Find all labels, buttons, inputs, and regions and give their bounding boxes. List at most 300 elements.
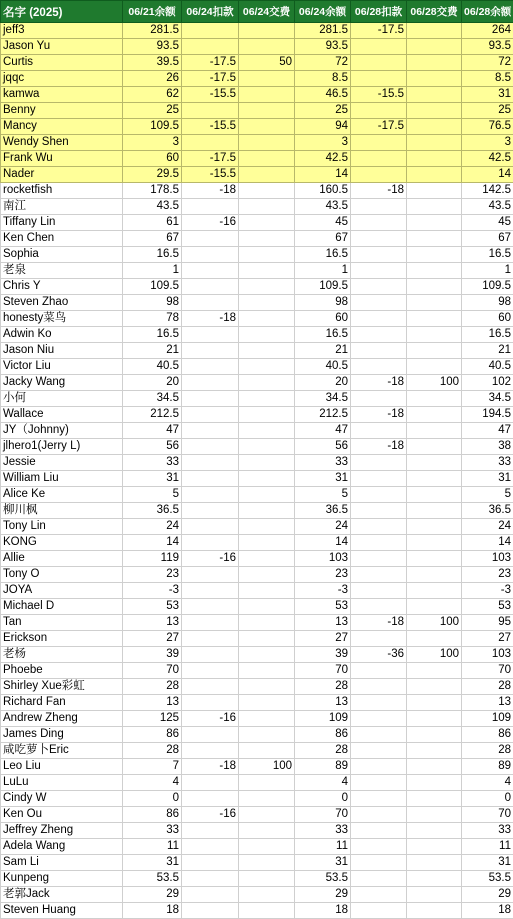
name-cell[interactable]: Phoebe [1,663,123,679]
deduction-0628-cell[interactable]: -15.5 [351,87,407,103]
balance-0624-cell[interactable]: 212.5 [295,407,351,423]
balance-0624-cell[interactable]: -3 [295,583,351,599]
payment-0624-cell[interactable] [239,391,295,407]
payment-0624-cell[interactable] [239,295,295,311]
balance-0621-cell[interactable]: 16.5 [123,327,182,343]
balance-0628-cell[interactable]: 33 [462,823,513,839]
deduction-0624-cell[interactable] [182,439,239,455]
balance-0628-cell[interactable]: 0 [462,791,513,807]
deduction-0624-cell[interactable] [182,263,239,279]
deduction-0628-cell[interactable]: -17.5 [351,23,407,39]
name-cell[interactable]: James Ding [1,727,123,743]
deduction-0624-cell[interactable]: -18 [182,759,239,775]
balance-0628-cell[interactable]: 93.5 [462,39,513,55]
balance-0621-cell[interactable]: 29.5 [123,167,182,183]
balance-0621-cell[interactable]: 27 [123,631,182,647]
deduction-0624-cell[interactable] [182,135,239,151]
balance-0624-cell[interactable]: 25 [295,103,351,119]
name-cell[interactable]: Sophia [1,247,123,263]
balance-0628-cell[interactable]: -3 [462,583,513,599]
name-cell[interactable]: Wendy Shen [1,135,123,151]
payment-0624-cell[interactable] [239,551,295,567]
deduction-0624-cell[interactable]: -17.5 [182,151,239,167]
payment-0628-cell[interactable]: 100 [407,647,462,663]
deduction-0624-cell[interactable] [182,567,239,583]
balance-0621-cell[interactable]: 36.5 [123,503,182,519]
balance-0621-cell[interactable]: 78 [123,311,182,327]
name-cell[interactable]: Allie [1,551,123,567]
balance-0624-cell[interactable]: 4 [295,775,351,791]
deduction-0624-cell[interactable]: -16 [182,711,239,727]
balance-0628-cell[interactable]: 29 [462,887,513,903]
name-cell[interactable]: 咸吃萝卜Eric [1,743,123,759]
payment-0624-cell[interactable] [239,311,295,327]
deduction-0624-cell[interactable] [182,295,239,311]
deduction-0624-cell[interactable]: -16 [182,807,239,823]
balance-0624-cell[interactable]: 46.5 [295,87,351,103]
deduction-0624-cell[interactable] [182,679,239,695]
name-cell[interactable]: Andrew Zheng [1,711,123,727]
name-cell[interactable]: Ken Chen [1,231,123,247]
balance-0628-cell[interactable]: 3 [462,135,513,151]
payment-0624-cell[interactable] [239,39,295,55]
name-cell[interactable]: 柳川枫 [1,503,123,519]
payment-0628-cell[interactable] [407,679,462,695]
balance-0628-cell[interactable]: 95 [462,615,513,631]
name-cell[interactable]: LuLu [1,775,123,791]
name-cell[interactable]: Steven Zhao [1,295,123,311]
balance-0624-cell[interactable]: 47 [295,423,351,439]
name-cell[interactable]: 老郭Jack [1,887,123,903]
balance-0628-cell[interactable]: 43.5 [462,199,513,215]
deduction-0624-cell[interactable] [182,615,239,631]
payment-0628-cell[interactable] [407,567,462,583]
balance-0621-cell[interactable]: 125 [123,711,182,727]
balance-0624-cell[interactable]: 16.5 [295,327,351,343]
payment-0628-cell[interactable] [407,599,462,615]
payment-0624-cell[interactable] [239,199,295,215]
payment-0624-cell[interactable] [239,903,295,919]
balance-0621-cell[interactable]: -3 [123,583,182,599]
balance-0621-cell[interactable]: 1 [123,263,182,279]
balance-0621-cell[interactable]: 109.5 [123,279,182,295]
payment-0628-cell[interactable] [407,551,462,567]
deduction-0624-cell[interactable] [182,247,239,263]
name-cell[interactable]: Shirley Xue彩虹 [1,679,123,695]
name-cell[interactable]: 老泉 [1,263,123,279]
balance-0624-cell[interactable]: 109 [295,711,351,727]
balance-0621-cell[interactable]: 4 [123,775,182,791]
deduction-0628-cell[interactable] [351,823,407,839]
balance-0624-cell[interactable]: 14 [295,535,351,551]
name-cell[interactable]: JY（Johnny) [1,423,123,439]
deduction-0628-cell[interactable] [351,327,407,343]
payment-0628-cell[interactable] [407,455,462,471]
name-cell[interactable]: Tony O [1,567,123,583]
name-cell[interactable]: Cindy W [1,791,123,807]
payment-0624-cell[interactable] [239,407,295,423]
deduction-0624-cell[interactable] [182,343,239,359]
deduction-0624-cell[interactable] [182,471,239,487]
deduction-0628-cell[interactable] [351,247,407,263]
balance-0628-cell[interactable]: 14 [462,167,513,183]
payment-0628-cell[interactable]: 100 [407,615,462,631]
balance-0628-cell[interactable]: 31 [462,855,513,871]
balance-0628-cell[interactable]: 98 [462,295,513,311]
balance-0621-cell[interactable]: 33 [123,455,182,471]
balance-0621-cell[interactable]: 93.5 [123,39,182,55]
payment-0628-cell[interactable] [407,199,462,215]
name-cell[interactable]: Ken Ou [1,807,123,823]
payment-0628-cell[interactable] [407,103,462,119]
payment-0628-cell[interactable] [407,775,462,791]
balance-0621-cell[interactable]: 13 [123,695,182,711]
payment-0624-cell[interactable] [239,23,295,39]
name-cell[interactable]: JOYA [1,583,123,599]
balance-0621-cell[interactable]: 119 [123,551,182,567]
deduction-0624-cell[interactable] [182,647,239,663]
name-cell[interactable]: 南江 [1,199,123,215]
balance-0624-cell[interactable]: 53.5 [295,871,351,887]
balance-0621-cell[interactable]: 34.5 [123,391,182,407]
payment-0624-cell[interactable] [239,263,295,279]
deduction-0624-cell[interactable] [182,407,239,423]
balance-0628-cell[interactable]: 70 [462,807,513,823]
payment-0624-cell[interactable] [239,631,295,647]
balance-0624-cell[interactable]: 1 [295,263,351,279]
payment-0624-cell[interactable] [239,615,295,631]
deduction-0628-cell[interactable] [351,279,407,295]
column-header-0628-payment[interactable]: 06/28交费 [407,1,462,23]
balance-0628-cell[interactable]: 47 [462,423,513,439]
deduction-0624-cell[interactable]: -17.5 [182,71,239,87]
balance-0621-cell[interactable]: 40.5 [123,359,182,375]
payment-0628-cell[interactable] [407,327,462,343]
payment-0628-cell[interactable] [407,135,462,151]
deduction-0624-cell[interactable] [182,775,239,791]
payment-0624-cell[interactable] [239,695,295,711]
deduction-0628-cell[interactable] [351,791,407,807]
balance-0621-cell[interactable]: 86 [123,727,182,743]
deduction-0624-cell[interactable] [182,903,239,919]
balance-0628-cell[interactable]: 1 [462,263,513,279]
balance-0624-cell[interactable]: 13 [295,695,351,711]
payment-0624-cell[interactable] [239,567,295,583]
payment-0628-cell[interactable] [407,855,462,871]
payment-0628-cell[interactable] [407,711,462,727]
deduction-0624-cell[interactable] [182,583,239,599]
deduction-0628-cell[interactable] [351,167,407,183]
deduction-0624-cell[interactable] [182,695,239,711]
deduction-0624-cell[interactable] [182,599,239,615]
deduction-0628-cell[interactable] [351,663,407,679]
balance-0628-cell[interactable]: 4 [462,775,513,791]
balance-0628-cell[interactable]: 33 [462,455,513,471]
name-cell[interactable]: Tan [1,615,123,631]
payment-0624-cell[interactable] [239,807,295,823]
balance-0624-cell[interactable]: 109.5 [295,279,351,295]
payment-0624-cell[interactable] [239,743,295,759]
balance-0621-cell[interactable]: 28 [123,679,182,695]
payment-0628-cell[interactable] [407,87,462,103]
payment-0628-cell[interactable] [407,215,462,231]
name-cell[interactable]: Sam Li [1,855,123,871]
payment-0624-cell[interactable] [239,215,295,231]
balance-0628-cell[interactable]: 24 [462,519,513,535]
payment-0624-cell[interactable] [239,231,295,247]
payment-0624-cell[interactable] [239,871,295,887]
payment-0628-cell[interactable] [407,695,462,711]
name-cell[interactable]: jqqc [1,71,123,87]
balance-0621-cell[interactable]: 47 [123,423,182,439]
name-cell[interactable]: Kunpeng [1,871,123,887]
name-cell[interactable]: Frank Wu [1,151,123,167]
balance-0624-cell[interactable]: 34.5 [295,391,351,407]
name-cell[interactable]: Michael D [1,599,123,615]
name-cell[interactable]: Erickson [1,631,123,647]
deduction-0624-cell[interactable] [182,103,239,119]
name-cell[interactable]: Tony Lin [1,519,123,535]
balance-0628-cell[interactable]: 28 [462,679,513,695]
deduction-0628-cell[interactable] [351,55,407,71]
deduction-0628-cell[interactable] [351,295,407,311]
deduction-0628-cell[interactable] [351,39,407,55]
balance-0624-cell[interactable]: 13 [295,615,351,631]
payment-0624-cell[interactable] [239,855,295,871]
balance-0621-cell[interactable]: 25 [123,103,182,119]
payment-0624-cell[interactable] [239,503,295,519]
payment-0624-cell[interactable] [239,727,295,743]
balance-0624-cell[interactable]: 86 [295,727,351,743]
payment-0624-cell[interactable]: 50 [239,55,295,71]
balance-0624-cell[interactable]: 33 [295,823,351,839]
deduction-0624-cell[interactable]: -15.5 [182,119,239,135]
column-header-0628-deduction[interactable]: 06/28扣款 [351,1,407,23]
name-cell[interactable]: Alice Ke [1,487,123,503]
balance-0621-cell[interactable]: 24 [123,519,182,535]
deduction-0628-cell[interactable]: -18 [351,183,407,199]
deduction-0628-cell[interactable] [351,135,407,151]
deduction-0624-cell[interactable] [182,631,239,647]
deduction-0624-cell[interactable] [182,23,239,39]
deduction-0628-cell[interactable] [351,487,407,503]
balance-0624-cell[interactable]: 281.5 [295,23,351,39]
payment-0628-cell[interactable] [407,151,462,167]
name-cell[interactable]: kamwa [1,87,123,103]
deduction-0628-cell[interactable] [351,679,407,695]
balance-0628-cell[interactable]: 8.5 [462,71,513,87]
deduction-0624-cell[interactable] [182,455,239,471]
payment-0628-cell[interactable] [407,343,462,359]
balance-0628-cell[interactable]: 16.5 [462,327,513,343]
deduction-0628-cell[interactable] [351,71,407,87]
balance-0628-cell[interactable]: 38 [462,439,513,455]
payment-0628-cell[interactable] [407,359,462,375]
payment-0628-cell[interactable] [407,231,462,247]
balance-0628-cell[interactable]: 27 [462,631,513,647]
balance-0621-cell[interactable]: 61 [123,215,182,231]
deduction-0628-cell[interactable] [351,231,407,247]
balance-0624-cell[interactable]: 93.5 [295,39,351,55]
name-cell[interactable]: Jason Niu [1,343,123,359]
balance-0628-cell[interactable]: 67 [462,231,513,247]
name-cell[interactable]: KONG [1,535,123,551]
payment-0628-cell[interactable] [407,471,462,487]
balance-0628-cell[interactable]: 11 [462,839,513,855]
payment-0628-cell[interactable] [407,839,462,855]
deduction-0628-cell[interactable] [351,839,407,855]
deduction-0628-cell[interactable] [351,519,407,535]
deduction-0624-cell[interactable] [182,199,239,215]
balance-0621-cell[interactable]: 33 [123,823,182,839]
name-cell[interactable]: William Liu [1,471,123,487]
balance-0624-cell[interactable]: 40.5 [295,359,351,375]
payment-0624-cell[interactable] [239,839,295,855]
payment-0628-cell[interactable] [407,119,462,135]
balance-0624-cell[interactable]: 18 [295,903,351,919]
payment-0624-cell[interactable] [239,519,295,535]
balance-0621-cell[interactable]: 7 [123,759,182,775]
deduction-0628-cell[interactable] [351,855,407,871]
deduction-0624-cell[interactable] [182,487,239,503]
deduction-0628-cell[interactable] [351,759,407,775]
balance-0621-cell[interactable]: 281.5 [123,23,182,39]
payment-0624-cell[interactable] [239,423,295,439]
name-cell[interactable]: 小何 [1,391,123,407]
deduction-0624-cell[interactable]: -16 [182,551,239,567]
balance-0624-cell[interactable]: 29 [295,887,351,903]
payment-0628-cell[interactable] [407,71,462,87]
payment-0624-cell[interactable] [239,439,295,455]
balance-0628-cell[interactable]: 53 [462,599,513,615]
payment-0624-cell[interactable] [239,279,295,295]
balance-0628-cell[interactable]: 109.5 [462,279,513,295]
balance-0621-cell[interactable]: 31 [123,855,182,871]
payment-0624-cell[interactable] [239,119,295,135]
deduction-0628-cell[interactable] [351,599,407,615]
payment-0624-cell[interactable] [239,327,295,343]
balance-0624-cell[interactable]: 36.5 [295,503,351,519]
payment-0624-cell[interactable] [239,471,295,487]
balance-0628-cell[interactable]: 53.5 [462,871,513,887]
deduction-0628-cell[interactable] [351,807,407,823]
deduction-0624-cell[interactable] [182,839,239,855]
payment-0628-cell[interactable] [407,887,462,903]
balance-0624-cell[interactable]: 103 [295,551,351,567]
name-cell[interactable]: honesty菜鸟 [1,311,123,327]
deduction-0624-cell[interactable] [182,855,239,871]
payment-0624-cell[interactable] [239,103,295,119]
name-cell[interactable]: Tiffany Lin [1,215,123,231]
balance-0624-cell[interactable]: 21 [295,343,351,359]
deduction-0628-cell[interactable] [351,103,407,119]
balance-0624-cell[interactable]: 16.5 [295,247,351,263]
payment-0628-cell[interactable] [407,903,462,919]
balance-0621-cell[interactable]: 53 [123,599,182,615]
deduction-0628-cell[interactable]: -18 [351,407,407,423]
balance-0621-cell[interactable]: 86 [123,807,182,823]
deduction-0624-cell[interactable] [182,359,239,375]
balance-0621-cell[interactable]: 26 [123,71,182,87]
payment-0624-cell[interactable] [239,711,295,727]
name-cell[interactable]: Wallace [1,407,123,423]
payment-0628-cell[interactable] [407,487,462,503]
deduction-0624-cell[interactable] [182,423,239,439]
balance-0621-cell[interactable]: 212.5 [123,407,182,423]
payment-0628-cell[interactable] [407,503,462,519]
deduction-0628-cell[interactable] [351,711,407,727]
balance-0621-cell[interactable]: 21 [123,343,182,359]
deduction-0628-cell[interactable]: -17.5 [351,119,407,135]
balance-0628-cell[interactable]: 42.5 [462,151,513,167]
name-cell[interactable]: Adwin Ko [1,327,123,343]
balance-0624-cell[interactable]: 94 [295,119,351,135]
payment-0624-cell[interactable] [239,599,295,615]
payment-0628-cell[interactable] [407,407,462,423]
balance-0624-cell[interactable]: 43.5 [295,199,351,215]
payment-0628-cell[interactable] [407,727,462,743]
payment-0624-cell[interactable] [239,663,295,679]
payment-0628-cell[interactable] [407,663,462,679]
payment-0624-cell[interactable] [239,823,295,839]
payment-0628-cell[interactable] [407,247,462,263]
balance-0624-cell[interactable]: 98 [295,295,351,311]
payment-0624-cell[interactable] [239,167,295,183]
balance-0624-cell[interactable]: 160.5 [295,183,351,199]
balance-0624-cell[interactable]: 20 [295,375,351,391]
payment-0628-cell[interactable] [407,807,462,823]
balance-0624-cell[interactable]: 0 [295,791,351,807]
payment-0624-cell[interactable]: 100 [239,759,295,775]
payment-0624-cell[interactable] [239,71,295,87]
payment-0628-cell[interactable] [407,55,462,71]
balance-0628-cell[interactable]: 70 [462,663,513,679]
deduction-0628-cell[interactable] [351,887,407,903]
balance-0628-cell[interactable]: 31 [462,471,513,487]
payment-0628-cell[interactable] [407,743,462,759]
deduction-0628-cell[interactable] [351,695,407,711]
balance-0624-cell[interactable]: 28 [295,679,351,695]
deduction-0624-cell[interactable] [182,279,239,295]
name-cell[interactable]: Jason Yu [1,39,123,55]
deduction-0628-cell[interactable]: -36 [351,647,407,663]
deduction-0628-cell[interactable] [351,727,407,743]
balance-0624-cell[interactable]: 3 [295,135,351,151]
name-cell[interactable]: 老杨 [1,647,123,663]
deduction-0628-cell[interactable] [351,199,407,215]
payment-0628-cell[interactable] [407,791,462,807]
deduction-0624-cell[interactable] [182,727,239,743]
payment-0624-cell[interactable] [239,359,295,375]
deduction-0628-cell[interactable] [351,583,407,599]
balance-0628-cell[interactable]: 103 [462,647,513,663]
balance-0621-cell[interactable]: 20 [123,375,182,391]
balance-0621-cell[interactable]: 70 [123,663,182,679]
payment-0628-cell[interactable] [407,311,462,327]
payment-0628-cell[interactable] [407,759,462,775]
payment-0628-cell[interactable] [407,295,462,311]
deduction-0628-cell[interactable]: -18 [351,375,407,391]
payment-0628-cell[interactable] [407,423,462,439]
balance-0628-cell[interactable]: 72 [462,55,513,71]
balance-0628-cell[interactable]: 36.5 [462,503,513,519]
balance-0628-cell[interactable]: 21 [462,343,513,359]
column-header-0624-balance[interactable]: 06/24余额 [295,1,351,23]
payment-0624-cell[interactable] [239,135,295,151]
payment-0624-cell[interactable] [239,887,295,903]
deduction-0628-cell[interactable] [351,455,407,471]
payment-0624-cell[interactable] [239,791,295,807]
